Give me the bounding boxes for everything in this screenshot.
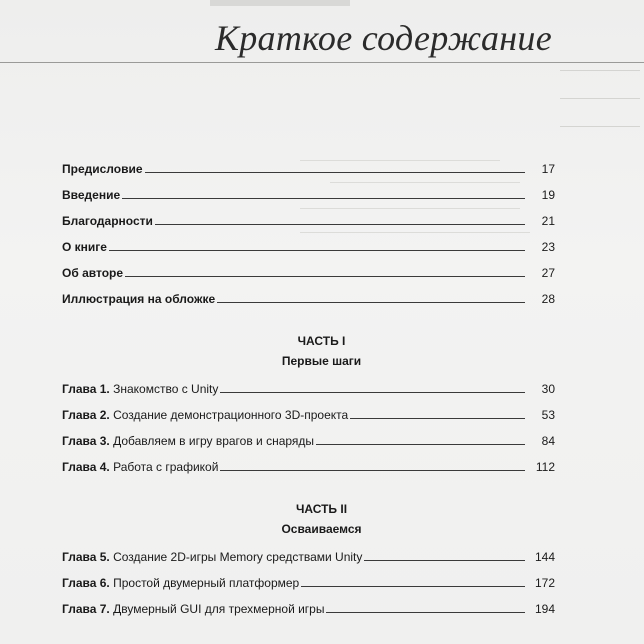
entry-page-number: 194	[534, 602, 555, 616]
dot-leader	[301, 586, 525, 587]
entry-page-number: 19	[541, 188, 555, 202]
entry-label: Предисловие	[62, 162, 143, 176]
entry-page-number: 28	[541, 292, 555, 306]
entry-page-number: 17	[541, 162, 555, 176]
chapter-prefix: Глава 1.	[62, 382, 110, 396]
page-title: Краткое содержание	[215, 18, 552, 58]
toc-entry-chapter-6[interactable]	[62, 570, 555, 590]
entry-page-number: 23	[541, 240, 555, 254]
entry-label: Об авторе	[62, 266, 124, 280]
toc-entry-chapter-7[interactable]	[62, 596, 555, 616]
entry-label: Введение	[62, 188, 121, 202]
entry-page-number: 27	[541, 266, 555, 280]
chapter-title: Знакомство с Unity	[113, 382, 219, 396]
entry-page-number: 84	[541, 434, 555, 448]
chapter-prefix: Глава 3.	[62, 434, 110, 448]
entry-label: О книге	[62, 240, 107, 254]
entry-label: Благодарности	[62, 214, 153, 228]
part-1-name: Первые шаги	[281, 354, 362, 368]
entry-page-number: 112	[535, 460, 555, 474]
part-1-number: ЧАСТЬ I	[297, 334, 346, 348]
chapter-title: Создание демонстрационного 3D-проекта	[113, 408, 349, 422]
entry-page-number: 53	[541, 408, 555, 422]
entry-label: Иллюстрация на обложке	[62, 292, 216, 306]
chapter-title: Простой двумерный платформер	[113, 576, 300, 590]
chapter-prefix: Глава 7.	[62, 602, 110, 616]
chapter-prefix: Глава 5.	[62, 550, 110, 564]
entry-page-number: 144	[534, 550, 555, 564]
toc-entry-chapter-5[interactable]	[62, 544, 555, 564]
part-2-chapters	[62, 0, 555, 644]
dot-leader	[326, 612, 525, 613]
part-2-name: Осваиваемся	[281, 522, 362, 536]
dot-leader	[364, 560, 525, 561]
chapter-prefix: Глава 2.	[62, 408, 110, 422]
chapter-title: Двумерный GUI для трехмерной игры	[113, 602, 325, 616]
part-2-number: ЧАСТЬ II	[295, 502, 348, 516]
chapter-prefix: Глава 6.	[62, 576, 110, 590]
entry-page-number: 21	[541, 214, 555, 228]
entry-page-number: 172	[534, 576, 555, 590]
chapter-prefix: Глава 4.	[62, 460, 110, 474]
chapter-title: Работа с графикой	[113, 460, 219, 474]
chapter-title: Создание 2D-игры Memory средствами Unity	[113, 550, 363, 564]
chapter-title: Добавляем в игру врагов и снаряды	[113, 434, 315, 448]
entry-page-number: 30	[541, 382, 555, 396]
